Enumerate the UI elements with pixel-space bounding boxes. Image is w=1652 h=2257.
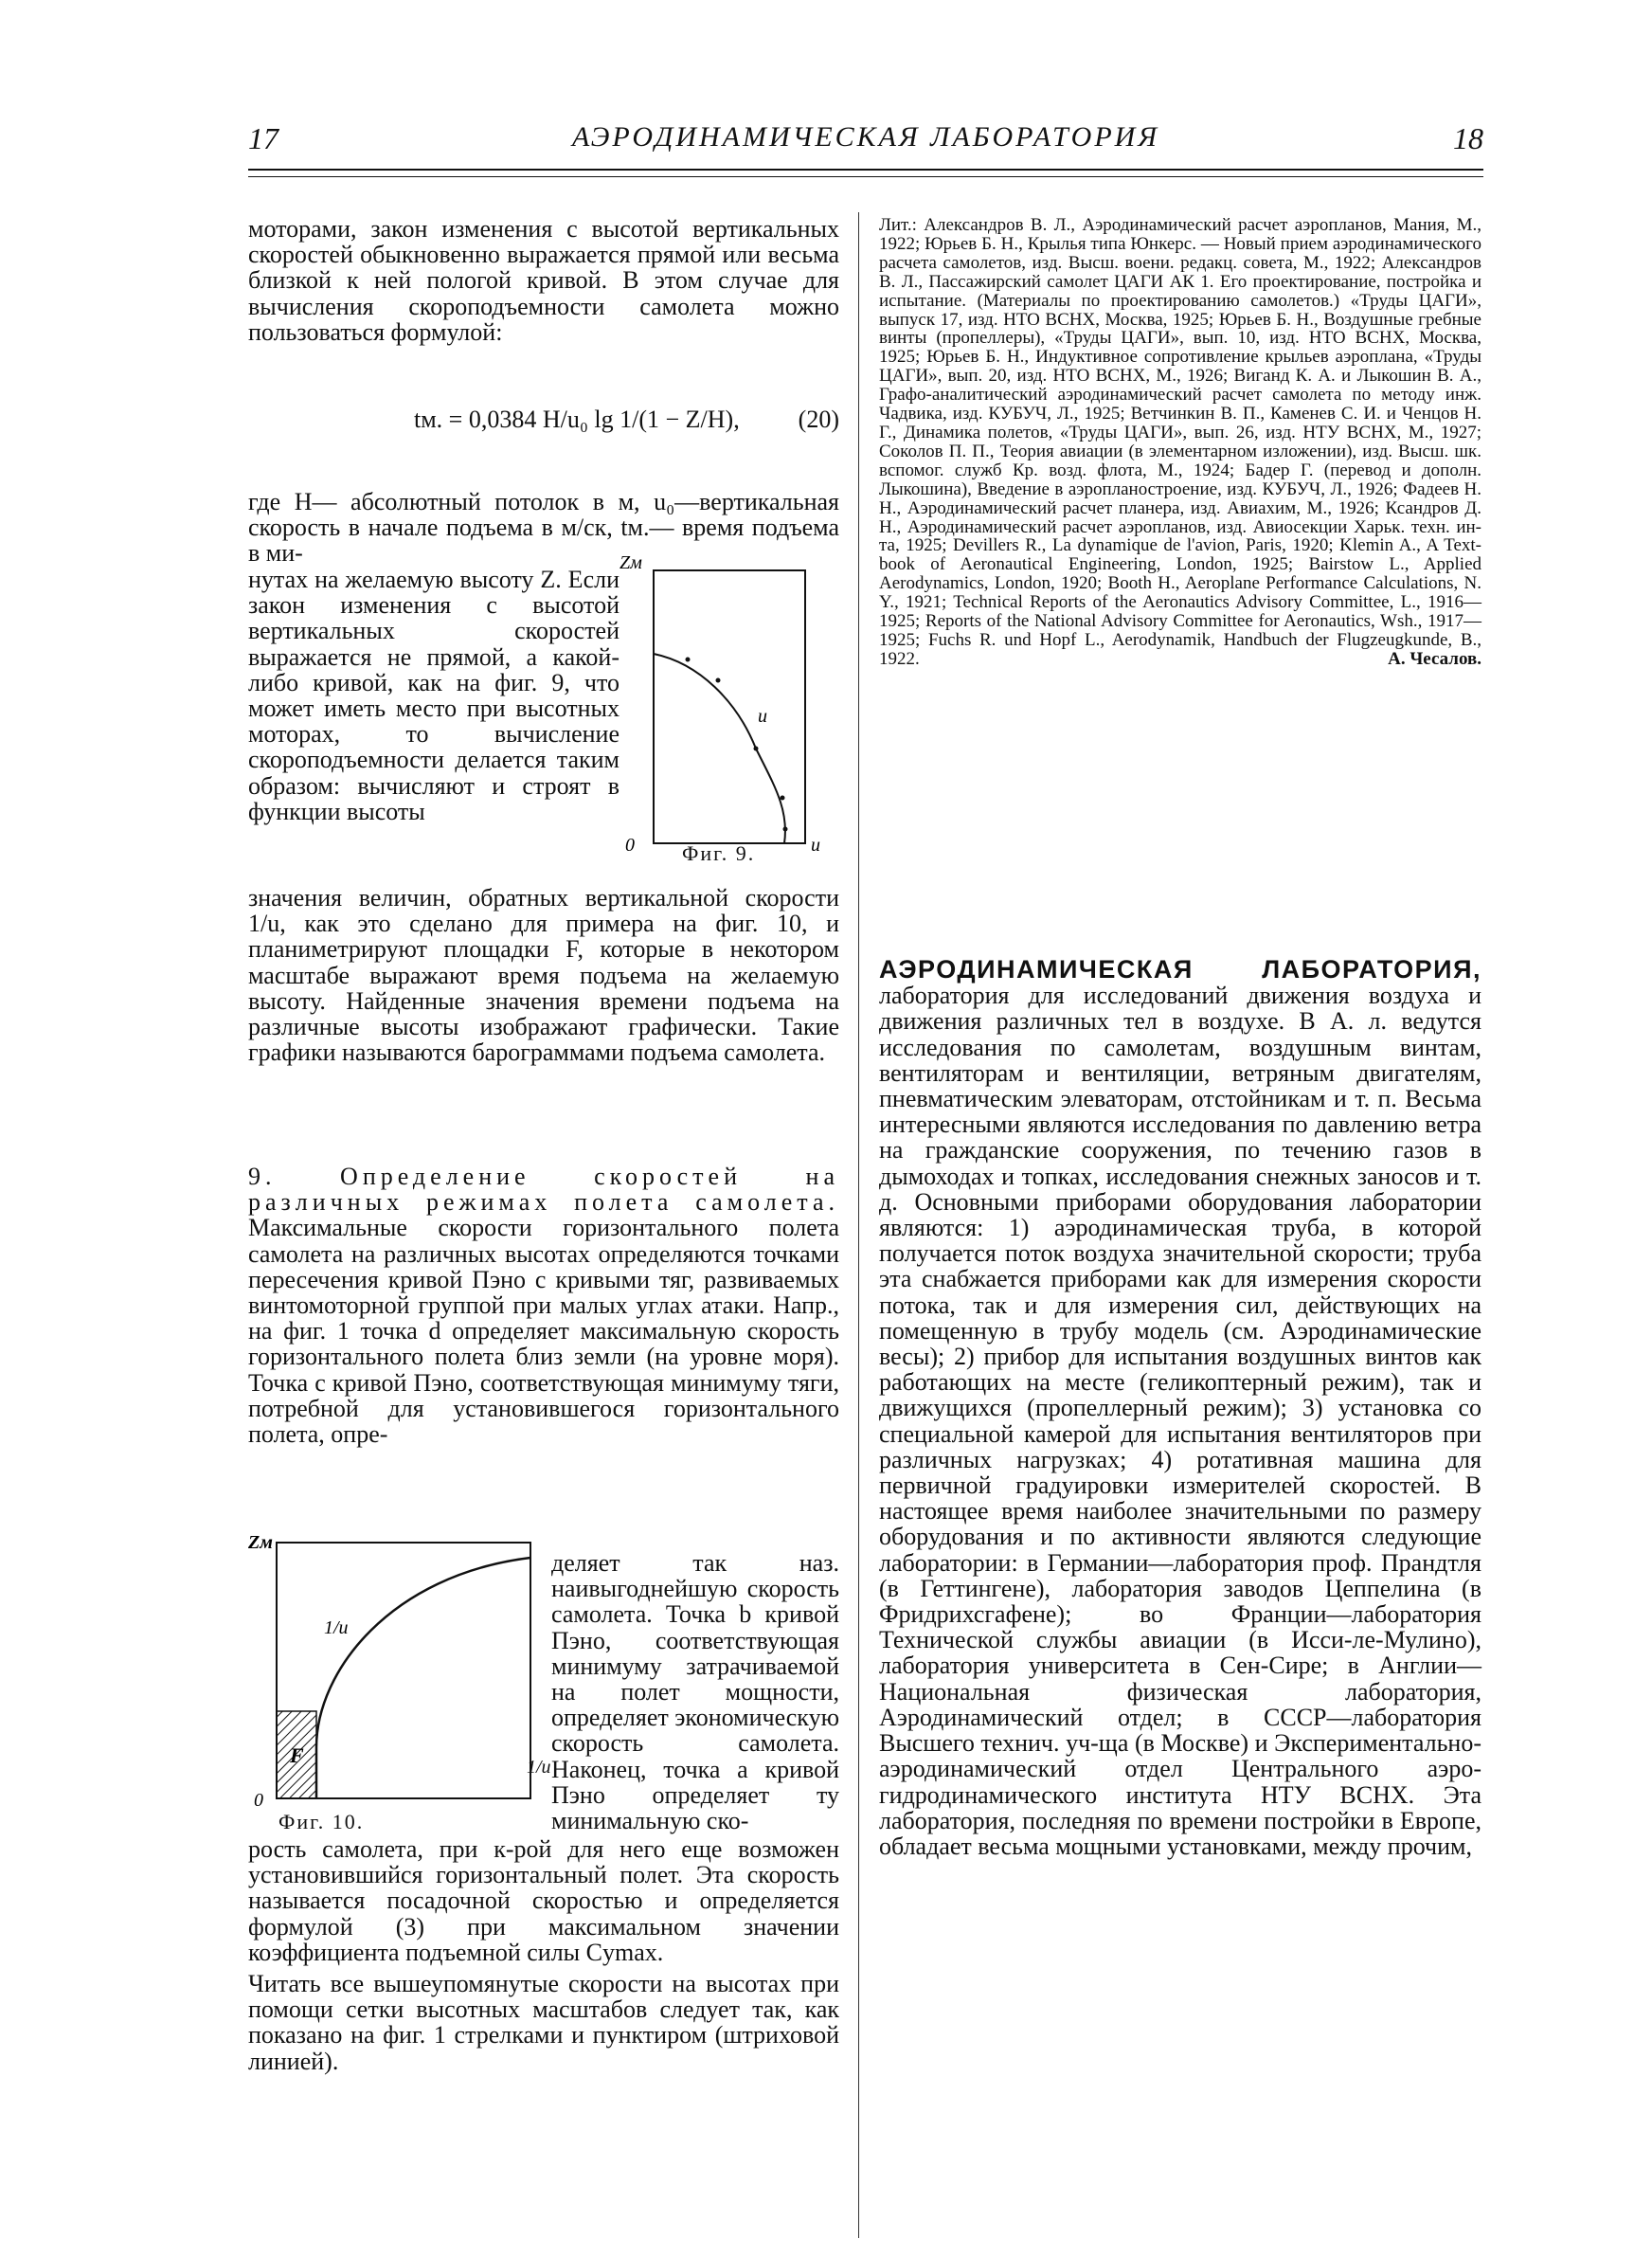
figure-10-plot (248, 1529, 540, 1806)
fig10-axis-x: 1/u (527, 1757, 551, 1778)
header-rule-thin (248, 176, 1483, 177)
formula-20 (248, 394, 839, 489)
paragraph-fig10: значения величин, обратных вертикальной скорости 1/u, как это сделано для примера на фиг. 10, и планиметрируют площадки F, которые в некотором масштабе выражают время подъема на желаемую высоту. Найденные значения времени подъема на различные высоты изображают графически. Такие графики называются барограммами подъема самолета. (248, 884, 839, 1067)
article-aerodynamic-laboratory (879, 957, 1481, 1859)
formula-expression: tм. = 0,0384 H/u₀ lg 1/(1 − Z/H), (414, 406, 740, 433)
paragraph-intro: моторами, закон изменения с высотой вертикальных скоростей обыкновенно выражается прямой или весьма близкой к ней пологой кривой. В этом случае для вычисления скороподъемности самолета можно пользоваться формулой: (248, 215, 839, 346)
figure-9-caption: Фиг. 9. (682, 841, 756, 865)
fig9-axis-u: u (811, 835, 820, 856)
section-9 (248, 1164, 839, 1447)
figure-10 (248, 1529, 540, 1806)
paragraph-fig10-wrap: деляет так наз. наивыгоднейшую скорость самолета. Точка b кривой Пэно, соответствующая минимуму затрачиваемой на полет мощности, определяет экономическую скорость самолета. Наконец, точка a кривой Пэно определяет ту минимальную ско- (551, 1549, 839, 1835)
section-9-heading: 9. Определение скоростей на различных режимах полета самолета. (248, 1163, 839, 1217)
header-rule (248, 169, 1483, 171)
figure-9 (614, 550, 841, 862)
paragraph-where: где H— абсолютный потолок в м, u₀—вертикальная скорость в начале подъема в м/ск, tм.— время подъема в ми- (248, 488, 839, 568)
page-number-right: 18 (1453, 121, 1483, 155)
column-divider (858, 212, 859, 2238)
paragraph-fig9-wrap: нутах на желаемую высоту Z. Если закон изменения с высотой вертикальных скоростей выражается не прямой, а какой-либо кривой, как на фиг. 9, что может иметь место при высотных моторах, то вычисление скороподъемности делается таким образом: вычисляют и строят в функции высоты (248, 566, 620, 825)
literature-text: Лит.: Александров В. Л., Аэродинамический расчет аэропланов, Мания, М., 1922; Юрьев Б. Н., Крылья типа Юнкерс. — Новый прием аэродинамического расчета самолетов, изд. Высш. воени. редакц. совета, М., 1922; Александров В. Л., Пассажирский самолет ЦАГИ АК 1. Его проектирование, постройка и испытание. (Материалы по проектированию самолетов.) «Труды ЦАГИ», выпуск 17, изд. НТО ВСНХ, Москва, 1925; Юрьев Б. Н., Воздушные гребные винты (пропеллеры), «Труды ЦАГИ», вып. 10, изд. НТО ВСНХ, Москва, 1925; Юрьев Б. Н., Индуктивное сопротивление крыльев аэроплана, «Труды ЦАГИ», вып. 20, изд. НТО ВСНХ, М., 1926; Виганд К. А. и Лыкошин В. А., Графо-аналитический аэродинамический расчет самолета по методу инж. Чадвика, изд. КУБУЧ, Л., 1925; Ветчинкин В. П., Каменев С. И. и Ченцов Н. Г., Динамика полетов, «Труды ЦАГИ», вып. 26, изд. НТУ ВСНХ, М., 1927; Соколов П. П., Теория авиации (в элементарном изложении), изд. Высш. шк. вспомог. служб Кр. возд. флота, М., 1924; Бадер Г. (перевод и дополн. Лыкошина), Введение в аэропланостроение, изд. КУБУЧ, Л., 1926; Фадеев Н. Н., Аэродинамический расчет планера, изд. Авиахим, М., 1926; Ксандров Д. Н., Аэродинамический расчет аэропланов, изд. Авиосекции Харьк. техн. ин-та, 1925; Devillers R., La dynamique de l'avion, Paris, 1920; Klemin A., A Text-book of Aeronautical Engineering, London, 1925; Bairstow L., Applied Aerodynamics, London, 1920; Booth H., Aeroplane Performance Calculations, N. Y., 1921; Technical Reports of the Aeronautics Advisory Committee, L., 1916—1925; Reports of the National Advisory Committee for Aeronautics, Wsh., 1917—1925; Fuchs R. und Hopf L., Aerodynamik, Handbuch der Flugzeugkunde, B., 1922. (879, 215, 1481, 669)
figure-10-caption: Фиг. 10. (278, 1810, 365, 1833)
section-9-text: Максимальные скорости горизонтального полета самолета на различных высотах определяются точками пересечения кривой Пэно с кривыми тяг, развиваемых винтомоторной группой при малых углах атаки. Напр., на фиг. 1 точка d определяет максимальную скорость горизонтального полета близ земли (на уровне моря). Точка c кривой Пэно, соответствующая минимуму тяги, потребной для установившегося горизонтального полета, опре- (248, 1214, 839, 1449)
fig9-origin: 0 (625, 835, 635, 856)
literature-list (879, 216, 1481, 669)
page-number-left: 17 (248, 121, 278, 155)
fig10-area-label: F (290, 1743, 304, 1767)
literature-author-signature: А. Чесалов. (1388, 648, 1481, 669)
fig10-axis-z: Zм (248, 1532, 273, 1553)
running-title: АЭРОДИНАМИЧЕСКАЯ ЛАБОРАТОРИЯ (571, 121, 1160, 153)
running-header (248, 121, 1483, 159)
paragraph-landing-speed: рость самолета, при к-рой для него еще возможен установившийся горизонтальный полет. Эта скорость называется посадочной скоростью и определяется формулой (3) при максимальном значении коэффициента подъемной силы Cymax. (248, 1835, 839, 1966)
formula-number: (20) (798, 406, 839, 433)
fig9-axis-z: Zм (620, 552, 642, 573)
fig10-origin: 0 (254, 1790, 263, 1806)
figure-9-plot (614, 550, 841, 862)
article-body: лаборатория для исследований движения воздуха и движения различных тел в воздухе. В А. л. ведутся исследования по самолетам, воздушным винтам, вентиляторам и вентиляции, ветряным двигателям, пневматическим элеваторам, отстойникам и т. п. Весьма интересными являются исследования по давлению ветра на гражданские сооружения, по течению газов в дымоходах и топках, исследования снежных заносов и т. д. Основными приборами оборудования лаборатории являются: 1) аэродинамическая труба, в которой получается поток воздуха значительной скорости; труба эта снабжается приборами как для измерения скорости потока, так и для измерения сил, действующих на помещенную в трубу модель (см. Аэродинамические весы); 2) прибор для испытания воздушных винтов как работающих на месте (геликоптерный режим), так и движущихся (пропеллерный режим); 3) установка со специальной камерой для испытания вентиляторов при различных нагрузках; 4) ротативная машина для первичной градуировки измерителей скоростей. В настоящее время наиболее значительными по размеру оборудования и по активности являются следующие лаборатории: в Германии—лаборатория проф. Прандтля (в Геттингене), лаборатория заводов Цеппелина (в Фридрихсгафене); во Франции—лаборатория Технической службы авиации (в Исси-ле-Мулино), лаборатория университета в Сен-Сире; в Англии—Национальная физическая лаборатория, Аэродинамический отдел; в СССР—лаборатория Высшего технич. уч-ща (в Москве) и Экспериментально-аэродинамический отдел Центрального аэро-гидродинамического института НТУ ВСНХ. Эта лаборатория, последняя по времени постройки в Европе, обладает весьма мощными установками, между прочим, (879, 982, 1481, 1860)
fig10-curve-label: 1/u (324, 1617, 349, 1638)
article-title: АЭРОДИНАМИЧЕСКАЯ ЛАБОРАТОРИЯ, (879, 955, 1481, 984)
paragraph-reading: Читать все вышеупомянутые скорости на высотах при помощи сетки высотных масштабов следует так, как показано на фиг. 1 стрелками и пунктиром (штриховой линией). (248, 1970, 839, 2075)
fig9-curve-label: u (758, 706, 767, 727)
